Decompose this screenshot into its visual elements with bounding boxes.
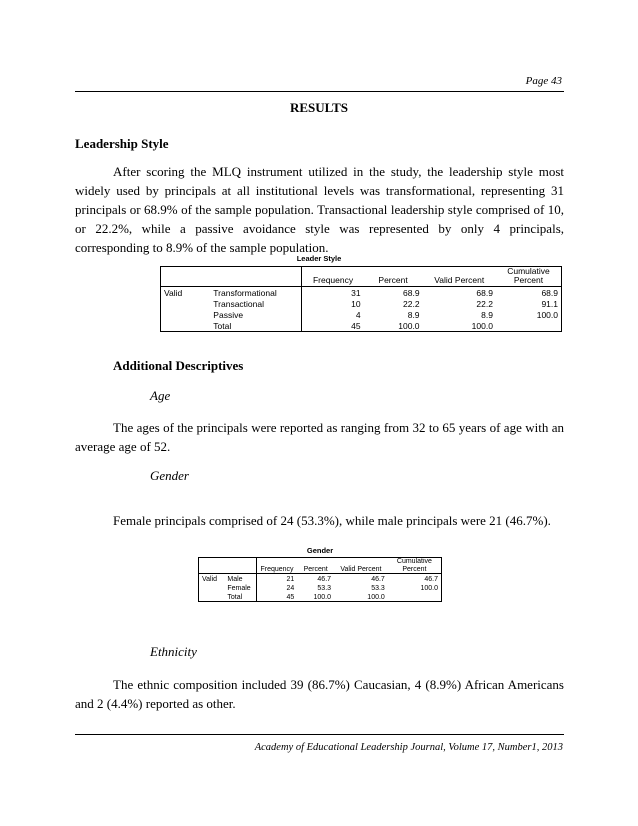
table-row [199, 583, 442, 592]
leader-style-table [160, 266, 562, 332]
col-header-valid-percent: Valid Percent [340, 565, 382, 573]
age-paragraph: The ages of the principals were reported as ranging from 32 to 65 years of age with an average age of 52. [75, 420, 564, 454]
page-number: Page 43 [525, 75, 562, 87]
row-label: Transactional [213, 298, 265, 309]
cell: 68.9 [423, 286, 496, 298]
cell: 53.3 [317, 585, 332, 593]
cell: 100.0 [420, 585, 438, 593]
leadership-style-heading: Leadership Style [75, 136, 169, 151]
cell: 68.9 [364, 286, 423, 298]
table-row [199, 592, 442, 602]
group-label: Valid [199, 574, 225, 584]
header-rule [75, 91, 564, 92]
cell: 46.7 [297, 574, 334, 584]
cell: 45 [302, 320, 364, 332]
col-header-cumulative-percent [388, 558, 442, 574]
header-text: Percent [513, 275, 544, 286]
cell: 21 [256, 574, 297, 584]
cell: 22.2 [476, 298, 493, 309]
header-text: Cumulative [507, 266, 550, 276]
gender-subheading: Gender [150, 468, 189, 483]
cell [496, 320, 562, 332]
gender-table-title: Gender [306, 546, 334, 555]
age-subheading: Age [150, 388, 171, 403]
row-label: Transformational [210, 286, 302, 298]
ethnicity-subheading: Ethnicity [150, 644, 197, 659]
cell: 46.7 [388, 574, 442, 584]
cell: 100.0 [536, 309, 558, 320]
cell: 100.0 [313, 594, 332, 602]
col-header-cumulative-percent [496, 267, 562, 287]
cell: 91.1 [541, 298, 558, 309]
group-label: Valid [161, 286, 211, 298]
cell: 53.3 [371, 585, 385, 593]
cell: 10 [302, 298, 364, 309]
row-label: Total [227, 594, 243, 602]
cell [388, 592, 442, 602]
cell: 68.9 [496, 286, 562, 298]
cell: 45 [256, 592, 297, 602]
col-header-percent: Percent [378, 275, 408, 286]
col-header-valid-percent: Valid Percent [434, 275, 485, 286]
cell: 100.0 [398, 320, 420, 331]
ethnicity-paragraph: The ethnic composition included 39 (86.7%) Caucasian, 4 (8.9%) African Americans and 2 (4.4%) reported as other. [75, 677, 564, 711]
row-label: Female [227, 585, 251, 593]
leadership-style-paragraph: After scoring the MLQ instrument utilized in the study, the leadership style most widely used by principals at all institutional levels was transformational, representing 31 principals or 68.9% of the sample population. Transactional leadership style comprised of 10, or 22.2%, while a passive avoidance style was represented by only 4 principals, corresponding to 8.9% of the sample population. [75, 164, 564, 255]
cell: 31 [302, 286, 364, 298]
table-row [161, 320, 562, 332]
cell: 8.9 [481, 309, 493, 320]
cell: 24 [256, 583, 297, 592]
table-header-row [161, 267, 562, 287]
gender-table [198, 557, 442, 602]
header-text: Cumulative [396, 558, 432, 565]
col-header-frequency: Frequency [256, 558, 297, 574]
cell: 46.7 [334, 574, 388, 584]
footer-citation: Academy of Educational Leadership Journal, Volume 17, Number1, 2013 [254, 742, 563, 753]
table-row [199, 574, 442, 584]
page-title: RESULTS [289, 100, 349, 115]
footer-rule [75, 734, 564, 735]
header-text: Percent [402, 565, 427, 573]
row-label: Passive [213, 309, 244, 320]
table-row [161, 286, 562, 298]
table-header-row [199, 558, 442, 574]
leader-style-table-title: Leader Style [296, 254, 342, 263]
additional-descriptives-heading: Additional Descriptives [113, 358, 244, 373]
cell: 8.9 [407, 309, 420, 320]
cell: 22.2 [403, 298, 420, 309]
cell: 4 [302, 309, 364, 320]
row-label: Total [213, 320, 232, 331]
table-row [161, 298, 562, 309]
gender-paragraph: Female principals comprised of 24 (53.3%), while male principals were 21 (46.7%). [113, 513, 551, 528]
row-label: Male [224, 574, 256, 584]
cell: 100.0 [471, 320, 493, 331]
col-header-frequency: Frequency [302, 267, 364, 287]
table-row [161, 309, 562, 320]
cell: 100.0 [367, 594, 385, 602]
col-header-percent: Percent [303, 565, 328, 573]
